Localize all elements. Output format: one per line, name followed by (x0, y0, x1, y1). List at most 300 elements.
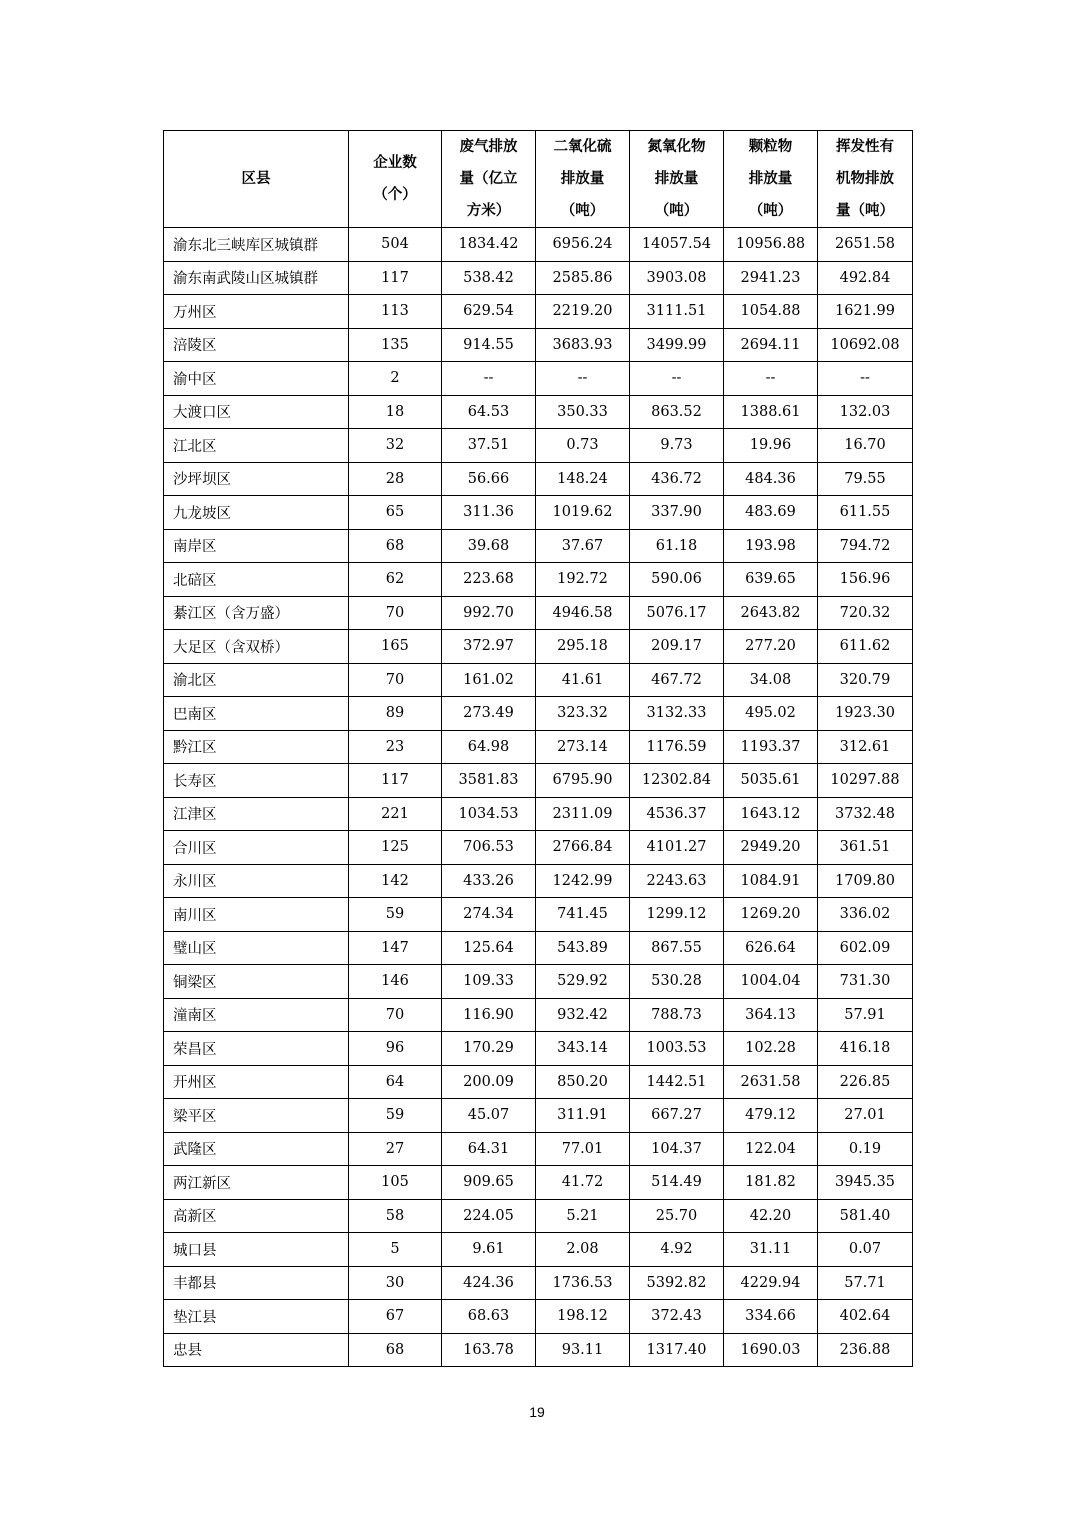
header-line: 排放量 (654, 171, 699, 187)
cell-district: 渝中区 (164, 362, 349, 396)
cell-exhaust-gas-volume: 64.31 (442, 1132, 536, 1166)
cell-enterprise-count: 64 (349, 1065, 442, 1099)
header-line: （个） (373, 187, 417, 203)
cell-nox-emission: 104.37 (630, 1132, 724, 1166)
cell-particulate-emission: 639.65 (724, 563, 818, 597)
cell-voc-emission: 10692.08 (818, 328, 913, 362)
header-line: 企业数 (373, 155, 417, 171)
cell-exhaust-gas-volume: 706.53 (442, 831, 536, 865)
cell-enterprise-count: 28 (349, 462, 442, 496)
table-row (164, 529, 913, 563)
header-so2-emission (536, 131, 630, 228)
cell-so2-emission: 529.92 (536, 965, 630, 999)
table-row (164, 1166, 913, 1200)
cell-nox-emission: 514.49 (630, 1166, 724, 1200)
cell-so2-emission: -- (536, 362, 630, 396)
cell-particulate-emission: 1388.61 (724, 395, 818, 429)
cell-nox-emission: 1442.51 (630, 1065, 724, 1099)
header-line: 方米） (466, 203, 511, 219)
cell-nox-emission: 4101.27 (630, 831, 724, 865)
cell-enterprise-count: 68 (349, 1333, 442, 1367)
cell-nox-emission: 788.73 (630, 998, 724, 1032)
cell-voc-emission: 57.91 (818, 998, 913, 1032)
cell-particulate-emission: 1643.12 (724, 797, 818, 831)
table-row (164, 831, 913, 865)
cell-particulate-emission: 1269.20 (724, 898, 818, 932)
cell-enterprise-count: 147 (349, 931, 442, 965)
cell-voc-emission: 27.01 (818, 1099, 913, 1133)
cell-district: 荣昌区 (164, 1032, 349, 1066)
cell-exhaust-gas-volume: 37.51 (442, 429, 536, 463)
cell-exhaust-gas-volume: 992.70 (442, 596, 536, 630)
cell-district: 高新区 (164, 1199, 349, 1233)
cell-particulate-emission: 495.02 (724, 697, 818, 731)
cell-nox-emission: 25.70 (630, 1199, 724, 1233)
cell-enterprise-count: 113 (349, 295, 442, 329)
cell-particulate-emission: 2941.23 (724, 261, 818, 295)
table-row (164, 1032, 913, 1066)
cell-nox-emission: 1176.59 (630, 730, 724, 764)
header-line: （吨） (748, 203, 793, 219)
page-number: 19 (529, 1404, 545, 1420)
header-line: 颗粒物 (748, 139, 793, 155)
cell-district: 綦江区（含万盛） (164, 596, 349, 630)
table-row (164, 764, 913, 798)
cell-voc-emission: 226.85 (818, 1065, 913, 1099)
cell-enterprise-count: 58 (349, 1199, 442, 1233)
cell-so2-emission: 350.33 (536, 395, 630, 429)
cell-voc-emission: 156.96 (818, 563, 913, 597)
cell-exhaust-gas-volume: 125.64 (442, 931, 536, 965)
cell-exhaust-gas-volume: 64.98 (442, 730, 536, 764)
cell-district: 城口县 (164, 1233, 349, 1267)
header-nox-emission (630, 131, 724, 228)
cell-district: 南岸区 (164, 529, 349, 563)
cell-nox-emission: 2243.63 (630, 864, 724, 898)
cell-enterprise-count: 135 (349, 328, 442, 362)
cell-exhaust-gas-volume: 1034.53 (442, 797, 536, 831)
cell-exhaust-gas-volume: 273.49 (442, 697, 536, 731)
cell-voc-emission: 1621.99 (818, 295, 913, 329)
cell-so2-emission: 93.11 (536, 1333, 630, 1367)
cell-enterprise-count: 65 (349, 496, 442, 530)
cell-nox-emission: 3903.08 (630, 261, 724, 295)
cell-particulate-emission: 1193.37 (724, 730, 818, 764)
cell-particulate-emission: 193.98 (724, 529, 818, 563)
cell-enterprise-count: 5 (349, 1233, 442, 1267)
cell-nox-emission: 1299.12 (630, 898, 724, 932)
cell-district: 渝北区 (164, 663, 349, 697)
cell-nox-emission: 4.92 (630, 1233, 724, 1267)
cell-nox-emission: 867.55 (630, 931, 724, 965)
cell-enterprise-count: 70 (349, 663, 442, 697)
table-row (164, 563, 913, 597)
cell-enterprise-count: 221 (349, 797, 442, 831)
table-row (164, 630, 913, 664)
cell-so2-emission: 273.14 (536, 730, 630, 764)
cell-particulate-emission: 102.28 (724, 1032, 818, 1066)
cell-particulate-emission: 19.96 (724, 429, 818, 463)
header-line: 挥发性有 (836, 139, 894, 155)
cell-particulate-emission: 10956.88 (724, 228, 818, 262)
cell-so2-emission: 343.14 (536, 1032, 630, 1066)
cell-district: 铜梁区 (164, 965, 349, 999)
cell-district: 渝东南武陵山区城镇群 (164, 261, 349, 295)
cell-enterprise-count: 117 (349, 261, 442, 295)
cell-so2-emission: 4946.58 (536, 596, 630, 630)
cell-district: 丰都县 (164, 1266, 349, 1300)
table-row (164, 1065, 913, 1099)
cell-district: 黔江区 (164, 730, 349, 764)
cell-district: 武隆区 (164, 1132, 349, 1166)
cell-exhaust-gas-volume: 109.33 (442, 965, 536, 999)
cell-exhaust-gas-volume: 909.65 (442, 1166, 536, 1200)
cell-so2-emission: 0.73 (536, 429, 630, 463)
header-district (164, 131, 349, 228)
table-row (164, 1333, 913, 1367)
cell-enterprise-count: 70 (349, 596, 442, 630)
table-row (164, 663, 913, 697)
cell-so2-emission: 741.45 (536, 898, 630, 932)
cell-enterprise-count: 504 (349, 228, 442, 262)
header-line: （吨） (560, 203, 605, 219)
cell-voc-emission: 236.88 (818, 1333, 913, 1367)
cell-exhaust-gas-volume: 629.54 (442, 295, 536, 329)
cell-nox-emission: 863.52 (630, 395, 724, 429)
cell-nox-emission: 436.72 (630, 462, 724, 496)
cell-particulate-emission: 34.08 (724, 663, 818, 697)
cell-district: 两江新区 (164, 1166, 349, 1200)
cell-district: 潼南区 (164, 998, 349, 1032)
cell-enterprise-count: 89 (349, 697, 442, 731)
cell-exhaust-gas-volume: 45.07 (442, 1099, 536, 1133)
table-row (164, 1132, 913, 1166)
cell-enterprise-count: 2 (349, 362, 442, 396)
cell-so2-emission: 1736.53 (536, 1266, 630, 1300)
cell-exhaust-gas-volume: 424.36 (442, 1266, 536, 1300)
cell-particulate-emission: 1054.88 (724, 295, 818, 329)
table-row (164, 362, 913, 396)
cell-district: 巴南区 (164, 697, 349, 731)
cell-exhaust-gas-volume: 1834.42 (442, 228, 536, 262)
cell-district: 北碚区 (164, 563, 349, 597)
cell-exhaust-gas-volume: 64.53 (442, 395, 536, 429)
cell-so2-emission: 6956.24 (536, 228, 630, 262)
cell-so2-emission: 5.21 (536, 1199, 630, 1233)
cell-voc-emission: -- (818, 362, 913, 396)
cell-enterprise-count: 62 (349, 563, 442, 597)
cell-voc-emission: 611.62 (818, 630, 913, 664)
table-body (164, 228, 913, 1367)
cell-nox-emission: 1317.40 (630, 1333, 724, 1367)
cell-district: 开州区 (164, 1065, 349, 1099)
cell-exhaust-gas-volume: 538.42 (442, 261, 536, 295)
cell-nox-emission: 1003.53 (630, 1032, 724, 1066)
cell-district: 垫江县 (164, 1300, 349, 1334)
cell-so2-emission: 198.12 (536, 1300, 630, 1334)
cell-particulate-emission: 484.36 (724, 462, 818, 496)
cell-voc-emission: 79.55 (818, 462, 913, 496)
table-row (164, 697, 913, 731)
cell-particulate-emission: 1084.91 (724, 864, 818, 898)
cell-so2-emission: 77.01 (536, 1132, 630, 1166)
cell-enterprise-count: 165 (349, 630, 442, 664)
cell-enterprise-count: 27 (349, 1132, 442, 1166)
table-row (164, 898, 913, 932)
cell-exhaust-gas-volume: 9.61 (442, 1233, 536, 1267)
cell-so2-emission: 3683.93 (536, 328, 630, 362)
cell-enterprise-count: 32 (349, 429, 442, 463)
cell-nox-emission: 61.18 (630, 529, 724, 563)
header-line: 区县 (241, 171, 271, 187)
cell-exhaust-gas-volume: 433.26 (442, 864, 536, 898)
table-row (164, 462, 913, 496)
table-row (164, 797, 913, 831)
table-row (164, 228, 913, 262)
cell-enterprise-count: 23 (349, 730, 442, 764)
table-row (164, 998, 913, 1032)
table-row (164, 931, 913, 965)
cell-so2-emission: 2.08 (536, 1233, 630, 1267)
cell-exhaust-gas-volume: 223.68 (442, 563, 536, 597)
cell-exhaust-gas-volume: 274.34 (442, 898, 536, 932)
cell-enterprise-count: 146 (349, 965, 442, 999)
cell-particulate-emission: 2694.11 (724, 328, 818, 362)
cell-voc-emission: 320.79 (818, 663, 913, 697)
cell-so2-emission: 323.32 (536, 697, 630, 731)
cell-voc-emission: 57.71 (818, 1266, 913, 1300)
cell-exhaust-gas-volume: 39.68 (442, 529, 536, 563)
header-line: 量（亿立 (459, 171, 518, 187)
cell-nox-emission: 12302.84 (630, 764, 724, 798)
cell-enterprise-count: 59 (349, 898, 442, 932)
cell-enterprise-count: 117 (349, 764, 442, 798)
table-row (164, 1199, 913, 1233)
cell-enterprise-count: 142 (349, 864, 442, 898)
cell-nox-emission: 209.17 (630, 630, 724, 664)
cell-nox-emission: 372.43 (630, 1300, 724, 1334)
cell-nox-emission: 530.28 (630, 965, 724, 999)
cell-exhaust-gas-volume: 914.55 (442, 328, 536, 362)
cell-exhaust-gas-volume: 224.05 (442, 1199, 536, 1233)
cell-so2-emission: 1019.62 (536, 496, 630, 530)
table-row (164, 965, 913, 999)
cell-so2-emission: 192.72 (536, 563, 630, 597)
cell-voc-emission: 132.03 (818, 395, 913, 429)
cell-so2-emission: 41.61 (536, 663, 630, 697)
header-particulate-emission (724, 131, 818, 228)
cell-so2-emission: 932.42 (536, 998, 630, 1032)
table-row (164, 1233, 913, 1267)
header-line: 氮氧化物 (647, 139, 706, 155)
cell-so2-emission: 2219.20 (536, 295, 630, 329)
cell-voc-emission: 602.09 (818, 931, 913, 965)
cell-particulate-emission: 4229.94 (724, 1266, 818, 1300)
cell-nox-emission: 3499.99 (630, 328, 724, 362)
cell-so2-emission: 850.20 (536, 1065, 630, 1099)
header-line: 排放量 (560, 171, 605, 187)
cell-enterprise-count: 125 (349, 831, 442, 865)
cell-voc-emission: 312.61 (818, 730, 913, 764)
cell-enterprise-count: 67 (349, 1300, 442, 1334)
cell-particulate-emission: 1690.03 (724, 1333, 818, 1367)
cell-particulate-emission: 2631.58 (724, 1065, 818, 1099)
cell-nox-emission: 590.06 (630, 563, 724, 597)
cell-district: 渝东北三峡库区城镇群 (164, 228, 349, 262)
cell-voc-emission: 2651.58 (818, 228, 913, 262)
table-row (164, 1099, 913, 1133)
table-row (164, 328, 913, 362)
cell-voc-emission: 416.18 (818, 1032, 913, 1066)
cell-so2-emission: 6795.90 (536, 764, 630, 798)
cell-district: 忠县 (164, 1333, 349, 1367)
cell-district: 江北区 (164, 429, 349, 463)
cell-so2-emission: 41.72 (536, 1166, 630, 1200)
table-row (164, 395, 913, 429)
cell-district: 永川区 (164, 864, 349, 898)
table-row (164, 261, 913, 295)
header-enterprise-count (349, 131, 442, 228)
cell-particulate-emission: 334.66 (724, 1300, 818, 1334)
cell-voc-emission: 0.19 (818, 1132, 913, 1166)
table-row (164, 596, 913, 630)
cell-particulate-emission: 2949.20 (724, 831, 818, 865)
cell-so2-emission: 295.18 (536, 630, 630, 664)
header-voc-emission (818, 131, 913, 228)
cell-nox-emission: 337.90 (630, 496, 724, 530)
cell-nox-emission: 667.27 (630, 1099, 724, 1133)
table-row (164, 864, 913, 898)
cell-particulate-emission: 5035.61 (724, 764, 818, 798)
cell-voc-emission: 1923.30 (818, 697, 913, 731)
cell-district: 璧山区 (164, 931, 349, 965)
header-line: 量（吨） (836, 203, 894, 219)
cell-enterprise-count: 70 (349, 998, 442, 1032)
cell-voc-emission: 0.07 (818, 1233, 913, 1267)
cell-particulate-emission: 479.12 (724, 1099, 818, 1133)
header-line: 废气排放 (459, 139, 518, 155)
header-line: 排放量 (748, 171, 793, 187)
table-header-row (164, 131, 913, 228)
cell-particulate-emission: 181.82 (724, 1166, 818, 1200)
cell-so2-emission: 148.24 (536, 462, 630, 496)
cell-so2-emission: 311.91 (536, 1099, 630, 1133)
table-row (164, 295, 913, 329)
cell-exhaust-gas-volume: 116.90 (442, 998, 536, 1032)
cell-exhaust-gas-volume: 56.66 (442, 462, 536, 496)
cell-voc-emission: 10297.88 (818, 764, 913, 798)
table-row (164, 496, 913, 530)
cell-district: 江津区 (164, 797, 349, 831)
cell-particulate-emission: 364.13 (724, 998, 818, 1032)
cell-particulate-emission: 31.11 (724, 1233, 818, 1267)
cell-district: 南川区 (164, 898, 349, 932)
cell-particulate-emission: -- (724, 362, 818, 396)
cell-district: 涪陵区 (164, 328, 349, 362)
cell-nox-emission: 5392.82 (630, 1266, 724, 1300)
table-row (164, 1266, 913, 1300)
cell-district: 万州区 (164, 295, 349, 329)
cell-exhaust-gas-volume: 372.97 (442, 630, 536, 664)
cell-enterprise-count: 30 (349, 1266, 442, 1300)
cell-nox-emission: -- (630, 362, 724, 396)
cell-enterprise-count: 96 (349, 1032, 442, 1066)
cell-exhaust-gas-volume: 311.36 (442, 496, 536, 530)
cell-district: 大足区（含双桥） (164, 630, 349, 664)
cell-exhaust-gas-volume: 200.09 (442, 1065, 536, 1099)
cell-enterprise-count: 105 (349, 1166, 442, 1200)
cell-nox-emission: 9.73 (630, 429, 724, 463)
cell-district: 长寿区 (164, 764, 349, 798)
cell-voc-emission: 16.70 (818, 429, 913, 463)
cell-nox-emission: 14057.54 (630, 228, 724, 262)
cell-particulate-emission: 626.64 (724, 931, 818, 965)
cell-so2-emission: 543.89 (536, 931, 630, 965)
cell-nox-emission: 3132.33 (630, 697, 724, 731)
table-row (164, 730, 913, 764)
header-line: （吨） (654, 203, 699, 219)
cell-particulate-emission: 277.20 (724, 630, 818, 664)
cell-so2-emission: 37.67 (536, 529, 630, 563)
cell-voc-emission: 794.72 (818, 529, 913, 563)
table-row (164, 429, 913, 463)
cell-so2-emission: 2766.84 (536, 831, 630, 865)
cell-so2-emission: 1242.99 (536, 864, 630, 898)
cell-exhaust-gas-volume: 3581.83 (442, 764, 536, 798)
cell-particulate-emission: 42.20 (724, 1199, 818, 1233)
cell-nox-emission: 467.72 (630, 663, 724, 697)
cell-exhaust-gas-volume: 68.63 (442, 1300, 536, 1334)
table-row (164, 1300, 913, 1334)
cell-exhaust-gas-volume: -- (442, 362, 536, 396)
cell-voc-emission: 581.40 (818, 1199, 913, 1233)
cell-voc-emission: 3732.48 (818, 797, 913, 831)
cell-particulate-emission: 483.69 (724, 496, 818, 530)
cell-voc-emission: 492.84 (818, 261, 913, 295)
emissions-table (163, 130, 913, 1367)
cell-district: 九龙坡区 (164, 496, 349, 530)
cell-voc-emission: 731.30 (818, 965, 913, 999)
cell-voc-emission: 3945.35 (818, 1166, 913, 1200)
header-exhaust-gas-volume (442, 131, 536, 228)
cell-so2-emission: 2311.09 (536, 797, 630, 831)
cell-exhaust-gas-volume: 170.29 (442, 1032, 536, 1066)
cell-exhaust-gas-volume: 161.02 (442, 663, 536, 697)
cell-nox-emission: 3111.51 (630, 295, 724, 329)
cell-nox-emission: 5076.17 (630, 596, 724, 630)
cell-exhaust-gas-volume: 163.78 (442, 1333, 536, 1367)
header-line: 机物排放 (836, 171, 894, 187)
cell-particulate-emission: 1004.04 (724, 965, 818, 999)
cell-voc-emission: 402.64 (818, 1300, 913, 1334)
cell-enterprise-count: 59 (349, 1099, 442, 1133)
cell-enterprise-count: 18 (349, 395, 442, 429)
cell-particulate-emission: 2643.82 (724, 596, 818, 630)
cell-district: 大渡口区 (164, 395, 349, 429)
cell-voc-emission: 361.51 (818, 831, 913, 865)
cell-district: 合川区 (164, 831, 349, 865)
cell-so2-emission: 2585.86 (536, 261, 630, 295)
cell-voc-emission: 1709.80 (818, 864, 913, 898)
cell-enterprise-count: 68 (349, 529, 442, 563)
cell-voc-emission: 336.02 (818, 898, 913, 932)
cell-voc-emission: 720.32 (818, 596, 913, 630)
cell-district: 沙坪坝区 (164, 462, 349, 496)
cell-particulate-emission: 122.04 (724, 1132, 818, 1166)
cell-voc-emission: 611.55 (818, 496, 913, 530)
cell-nox-emission: 4536.37 (630, 797, 724, 831)
cell-district: 梁平区 (164, 1099, 349, 1133)
